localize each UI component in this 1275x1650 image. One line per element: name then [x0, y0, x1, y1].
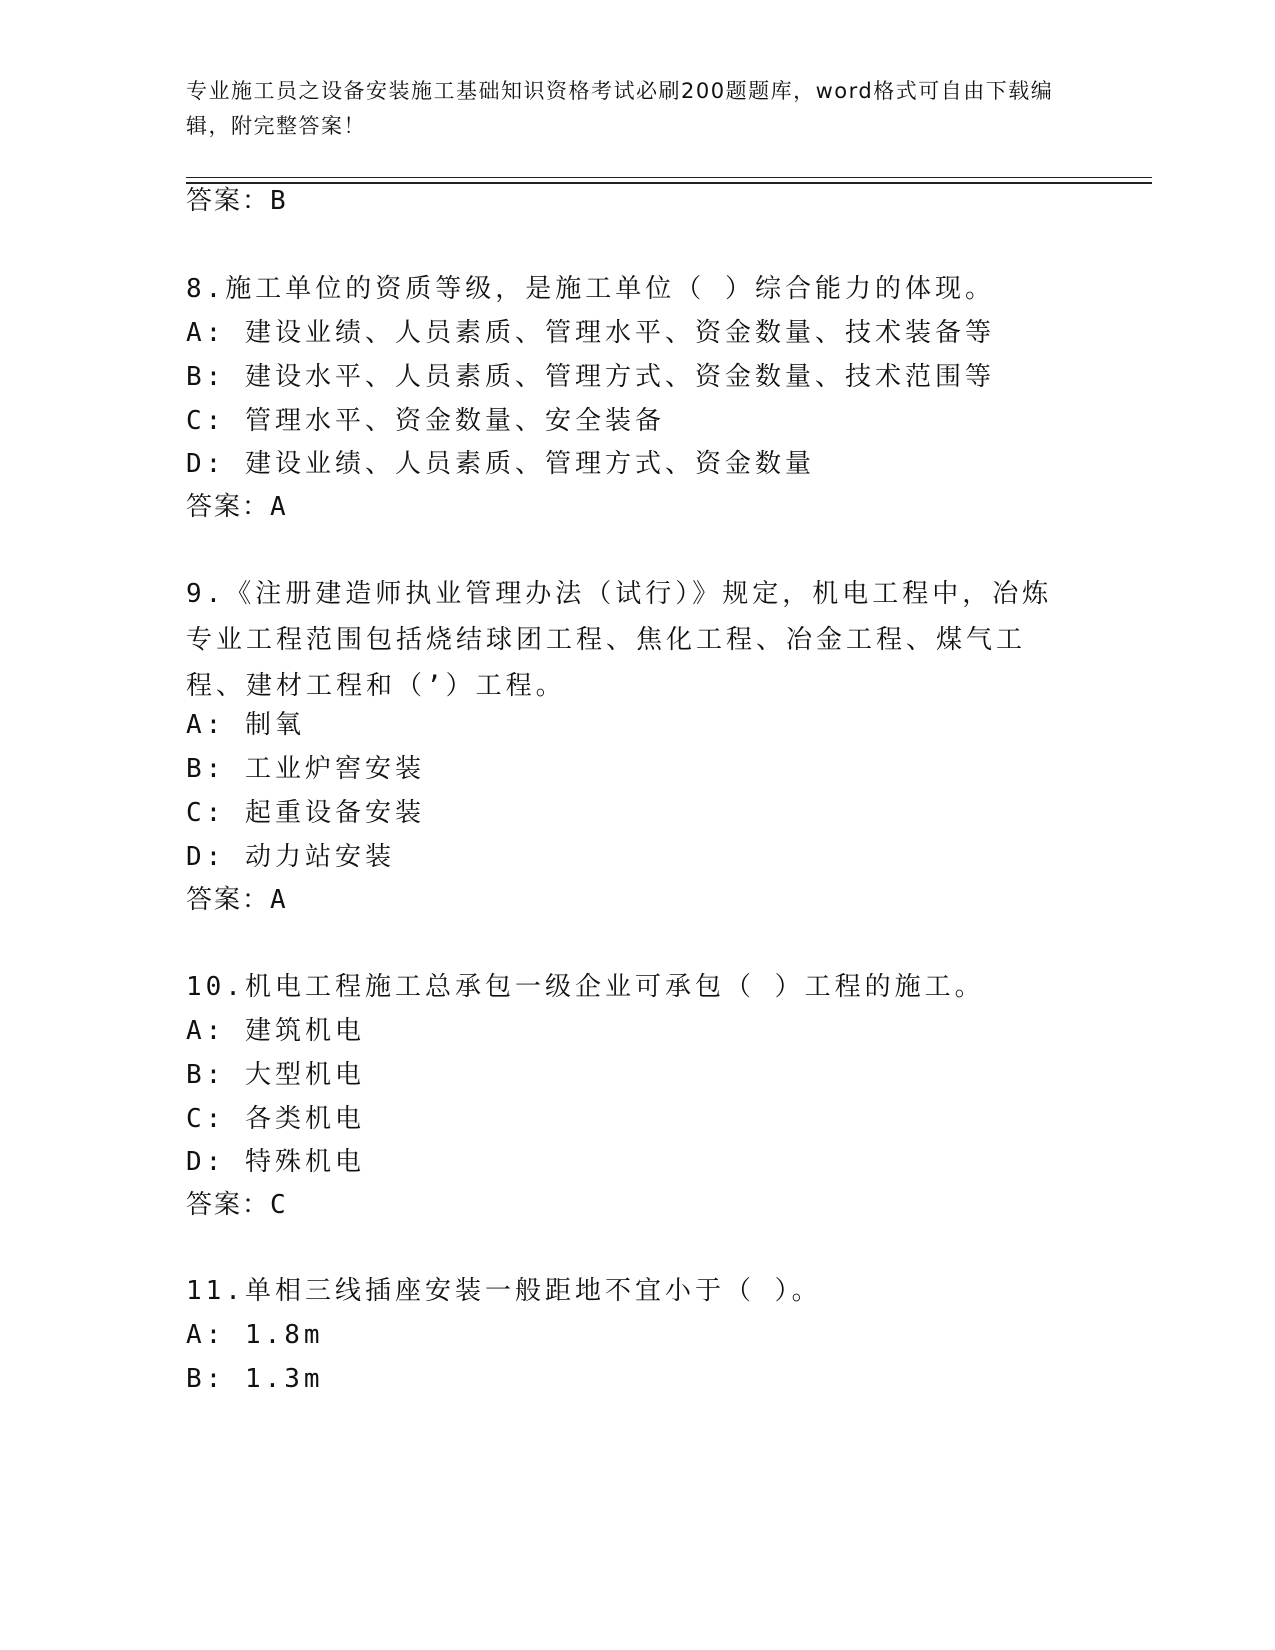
question-8-option-c: C: 管理水平、资金数量、安全装备 — [186, 406, 665, 436]
question-9-stem: 9.《注册建造师执业管理办法（试行）》规定，机电工程中，冶炼专业工程范围包括烧结球团工程、焦化工程、冶金工程、煤气工程、建材工程和（’）工程。 — [186, 579, 1053, 701]
question-10-option-c: C: 各类机电 — [186, 1104, 365, 1134]
question-11-option-a: A: 1.8m — [186, 1320, 324, 1350]
question-9-option-a: A: 制氧 — [186, 710, 305, 740]
answer-value: A — [270, 492, 288, 522]
answer-label: 答案： — [186, 186, 271, 216]
header-rule-thin — [186, 177, 1152, 178]
question-8-option-b: B: 建设水平、人员素质、管理方式、资金数量、技术范围等 — [186, 362, 995, 392]
answer-label: 答案： — [186, 885, 271, 915]
answer-value: C — [270, 1190, 288, 1220]
question-9-answer — [186, 877, 288, 923]
question-10-stem: 10.机电工程施工总承包一级企业可承包（ ）工程的施工。 — [186, 972, 985, 1002]
answer-value: A — [270, 885, 288, 915]
question-11-stem: 11.单相三线插座安装一般距地不宜小于（ ）。 — [186, 1276, 822, 1306]
question-10-option-b: B: 大型机电 — [186, 1060, 365, 1090]
document-header: 专业施工员之设备安装施工基础知识资格考试必刷200题题库，word格式可自由下载编辑，附完整答案！ — [186, 79, 1054, 138]
header-rule-thick — [186, 182, 1152, 184]
answer-value: B — [270, 186, 288, 216]
question-10-option-a: A: 建筑机电 — [186, 1016, 365, 1046]
question-8-option-d: D: 建设业绩、人员素质、管理方式、资金数量 — [186, 449, 815, 479]
question-10-answer — [186, 1182, 288, 1228]
question-9-option-c: C: 起重设备安装 — [186, 798, 425, 828]
answer-prev — [186, 178, 288, 224]
question-10-option-d: D: 特殊机电 — [186, 1147, 365, 1177]
answer-label: 答案： — [186, 492, 271, 522]
answer-label: 答案： — [186, 1190, 271, 1220]
question-9-option-d: D: 动力站安装 — [186, 842, 395, 872]
question-8-stem: 8.施工单位的资质等级，是施工单位（ ）综合能力的体现。 — [186, 274, 995, 304]
question-8-answer — [186, 484, 288, 530]
question-11-option-b: B: 1.3m — [186, 1364, 324, 1394]
question-8-option-a: A: 建设业绩、人员素质、管理水平、资金数量、技术装备等 — [186, 318, 995, 348]
question-9-option-b: B: 工业炉窖安装 — [186, 754, 425, 784]
